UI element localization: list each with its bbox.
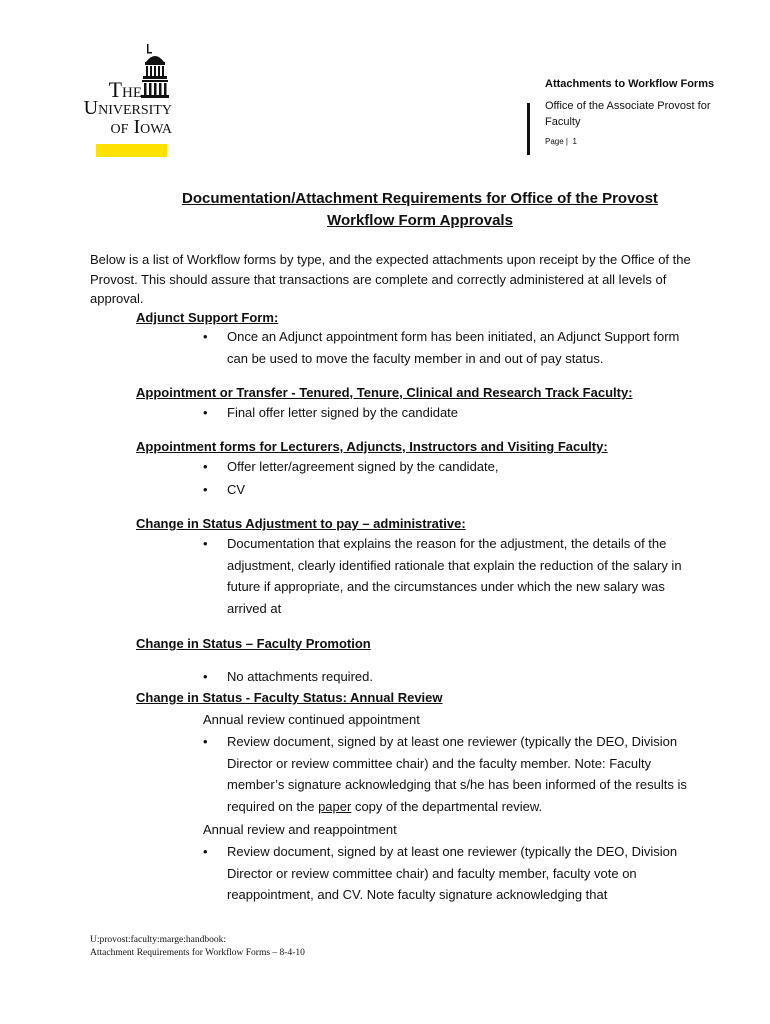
header-page: [545, 134, 725, 150]
list-item: [203, 666, 703, 688]
document-title: [150, 188, 690, 232]
section-heading-change-pay: [136, 514, 466, 533]
list-item-text: Once an Adjunct appointment form has been initiated, an Adjunct Support form can be used to move the faculty member in and out of pay status.: [227, 329, 680, 366]
intro-paragraph: Below is a list of Workflow forms by type, and the expected attachments upon receipt by the Office of the Provost. This should assure that transactions are complete and correctly administered at all levels of approval.: [90, 252, 691, 306]
header-divider: [527, 103, 530, 155]
list-item-text: Offer letter/agreement signed by the candidate,: [227, 459, 499, 474]
page-footer: [90, 934, 305, 960]
underlined-word-paper: paper: [318, 798, 352, 814]
heading-colon: :: [273, 310, 279, 325]
list-item: [203, 402, 703, 424]
page-number: 1: [572, 137, 577, 146]
document-title-line-2: Workflow Form Approvals: [327, 212, 513, 229]
bullet-icon: •: [203, 536, 208, 551]
heading-colon: :: [461, 516, 466, 531]
document-title-line-1: Documentation/Attachment Requirements for Office of the Provost: [182, 190, 658, 207]
list-item-text-start: Review document, signed by at least one reviewer (typically the DEO, Division Director or review committee chair) and the faculty member. Note: Faculty member’s signature acknowledging that s/he has been informed of the results is required on the: [227, 734, 687, 814]
university-logo: [72, 42, 182, 160]
bullet-icon: •: [203, 734, 208, 749]
logo-line-the: The: [108, 77, 142, 102]
section-heading-adjunct: [136, 308, 278, 327]
heading-text: Adjunct Support Form: [136, 310, 274, 325]
heading-text: Change in Status Adjustment to pay – administrative: [136, 516, 462, 531]
list-item: [203, 326, 703, 369]
section-heading-annual-review: Change in Status - Faculty Status: Annual Review: [136, 690, 443, 705]
header-title: Attachments to Workflow Forms: [545, 78, 715, 90]
logo-line-iowa: of Iowa: [110, 116, 172, 138]
bullet-icon: •: [203, 405, 208, 420]
list-item-text: Review document, signed by at least one reviewer (typically the DEO, Division Director or review committee chair) and faculty member, faculty vote on reappointment, and CV. Note faculty signature acknowledging that: [227, 844, 678, 902]
bullet-icon: •: [203, 482, 208, 497]
section-heading-appointment-tenure: Appointment or Transfer - Tenured, Tenure, Clinical and Research Track Faculty:: [136, 385, 633, 400]
section-heading-appointment-lecturers: Appointment forms for Lecturers, Adjuncts, Instructors and Visiting Faculty:: [136, 439, 608, 454]
logo-wordmark: [72, 77, 172, 138]
subheading-reappointment: Annual review and reappointment: [203, 822, 397, 837]
logo-line-university: University: [83, 97, 172, 119]
list-item: [203, 456, 703, 478]
bullet-icon: •: [203, 459, 208, 474]
list-item-text: No attachments required.: [227, 669, 373, 684]
list-item-text: CV: [227, 482, 246, 497]
subheading-continued-appointment: Annual review continued appointment: [203, 712, 420, 727]
header-office: Office of the Associate Provost for Faculty: [545, 100, 711, 128]
list-item-text: Documentation that explains the reason for the adjustment, the details of the adjustment, clearly identified rationale that explain the reduction of the salary in future if appropriate, and the circumstances under which the new salary was arrived at: [227, 536, 682, 616]
bullet-icon: •: [203, 844, 208, 859]
footer-line-1: U:provost:faculty:marge:handbook:: [90, 935, 226, 945]
bullet-icon: •: [203, 329, 208, 344]
bullet-icon: •: [203, 669, 208, 684]
list-item-text: Final offer letter signed by the candidate: [227, 405, 459, 420]
list-item: [203, 533, 703, 619]
page-label: Page |: [545, 137, 568, 146]
list-item-text-end: copy of the departmental review.: [351, 798, 543, 814]
list-item-text: [203, 731, 703, 817]
list-item: [203, 841, 703, 906]
list-item: [203, 731, 703, 817]
header-block: [545, 76, 725, 150]
logo-accent-bar: [96, 144, 167, 157]
footer-line-2: Attachment Requirements for Workflow Forms – 8-4-10: [90, 948, 305, 958]
section-heading-change-promotion: Change in Status – Faculty Promotion: [136, 636, 371, 651]
list-item: [203, 479, 703, 501]
